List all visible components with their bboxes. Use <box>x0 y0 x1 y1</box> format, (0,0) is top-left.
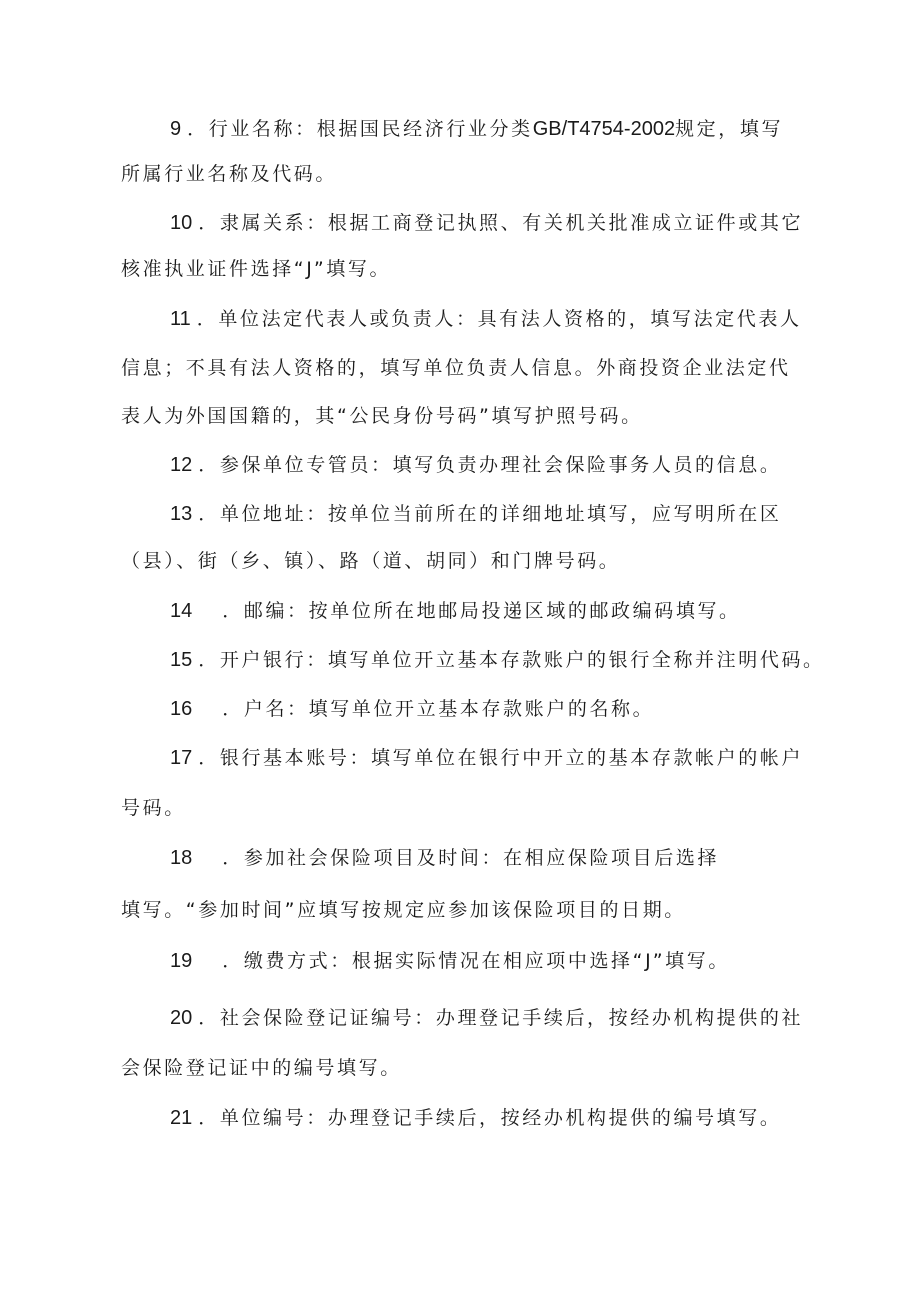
item-separator: ． <box>198 503 220 525</box>
item-text: 参加社会保险项目及时间：在相应保险项目后选择 <box>243 847 720 869</box>
item-13-line-1 <box>170 501 781 527</box>
item-10-line-1 <box>170 210 803 236</box>
item-13-line-2: （县）、街（乡、镇）、路（道、胡同）和门牌号码。 <box>121 550 621 572</box>
item-12-line-1 <box>170 452 781 478</box>
item-9-line-1 <box>170 116 783 142</box>
item-18-line-1 <box>170 845 719 871</box>
item-text: 邮编：按单位所在地邮局投递区域的邮政编码填写。 <box>243 600 741 622</box>
item-15-line-1 <box>170 647 825 673</box>
item-separator: ． <box>222 698 244 720</box>
item-text: 规定，填写 <box>675 118 784 140</box>
item-11-line-1 <box>170 306 802 332</box>
item-20-line-2: 会保险登记证中的编号填写。 <box>121 1057 402 1079</box>
item-number: 18 <box>170 847 193 869</box>
item-number: 19 <box>170 950 193 972</box>
item-number: 14 <box>170 600 193 622</box>
item-18-line-2: 填写。“参加时间”应填写按规定应参加该保险项目的日期。 <box>121 899 686 921</box>
item-number: 12 <box>170 454 193 476</box>
item-separator: ． <box>198 649 220 671</box>
item-number: 11 <box>170 308 191 330</box>
item-text: 社会保险登记证编号：办理登记手续后，按经办机构提供的社 <box>219 1007 804 1029</box>
item-19-line-1 <box>170 948 730 974</box>
item-text: 行业名称：根据国民经济行业分类 <box>208 118 533 140</box>
item-separator: ． <box>198 747 220 769</box>
item-number: 10 <box>170 212 193 234</box>
item-9-line-2: 所属行业名称及代码。 <box>121 163 338 185</box>
item-text: 银行基本账号：填写单位在银行中开立的基本存款帐户的帐户 <box>219 747 804 769</box>
item-separator: ． <box>198 1107 220 1129</box>
item-separator: ． <box>222 600 244 622</box>
item-20-line-1 <box>170 1005 803 1031</box>
item-number: 17 <box>170 747 193 769</box>
item-separator: ． <box>222 847 244 869</box>
item-separator: ． <box>196 308 219 330</box>
item-number: 9 <box>170 118 182 140</box>
item-17-line-2: 号码。 <box>121 797 186 819</box>
item-21-line-1 <box>170 1105 781 1131</box>
item-separator: ． <box>198 454 220 476</box>
item-11-line-3: 表人为外国国籍的，其“公民身份号码”填写护照号码。 <box>121 405 643 427</box>
item-number: 21 <box>170 1107 193 1129</box>
item-text: 单位法定代表人或负责人：具有法人资格的，填写法定代表人 <box>218 308 802 330</box>
item-separator: ． <box>198 1007 220 1029</box>
item-14-line-1 <box>170 598 741 624</box>
item-text: 隶属关系：根据工商登记执照、有关机关批准成立证件或其它 <box>219 212 804 234</box>
item-separator: ． <box>222 950 244 972</box>
item-11-line-2: 信息；不具有法人资格的，填写单位负责人信息。外商投资企业法定代 <box>121 357 791 379</box>
item-text: 缴费方式：根据实际情况在相应项中选择“J”填写。 <box>243 950 730 972</box>
item-number: 13 <box>170 503 193 525</box>
item-separator: ． <box>187 118 209 140</box>
item-10-line-2: 核准执业证件选择“J”填写。 <box>121 258 392 280</box>
item-number: 16 <box>170 698 193 720</box>
item-separator: ． <box>198 212 220 234</box>
item-number: 15 <box>170 649 193 671</box>
item-number: 20 <box>170 1007 193 1029</box>
item-text: 户名：填写单位开立基本存款账户的名称。 <box>243 698 655 720</box>
item-text: 开户银行：填写单位开立基本存款账户的银行全称并注明代码。 <box>219 649 825 671</box>
item-text: 参保单位专管员：填写负责办理社会保险事务人员的信息。 <box>219 454 782 476</box>
item-16-line-1 <box>170 696 654 722</box>
item-text: 单位地址：按单位当前所在的详细地址填写，应写明所在区 <box>219 503 782 525</box>
item-17-line-1 <box>170 745 803 771</box>
standard-code: GB/T4754-2002 <box>532 118 676 140</box>
item-text: 单位编号：办理登记手续后，按经办机构提供的编号填写。 <box>219 1107 782 1129</box>
